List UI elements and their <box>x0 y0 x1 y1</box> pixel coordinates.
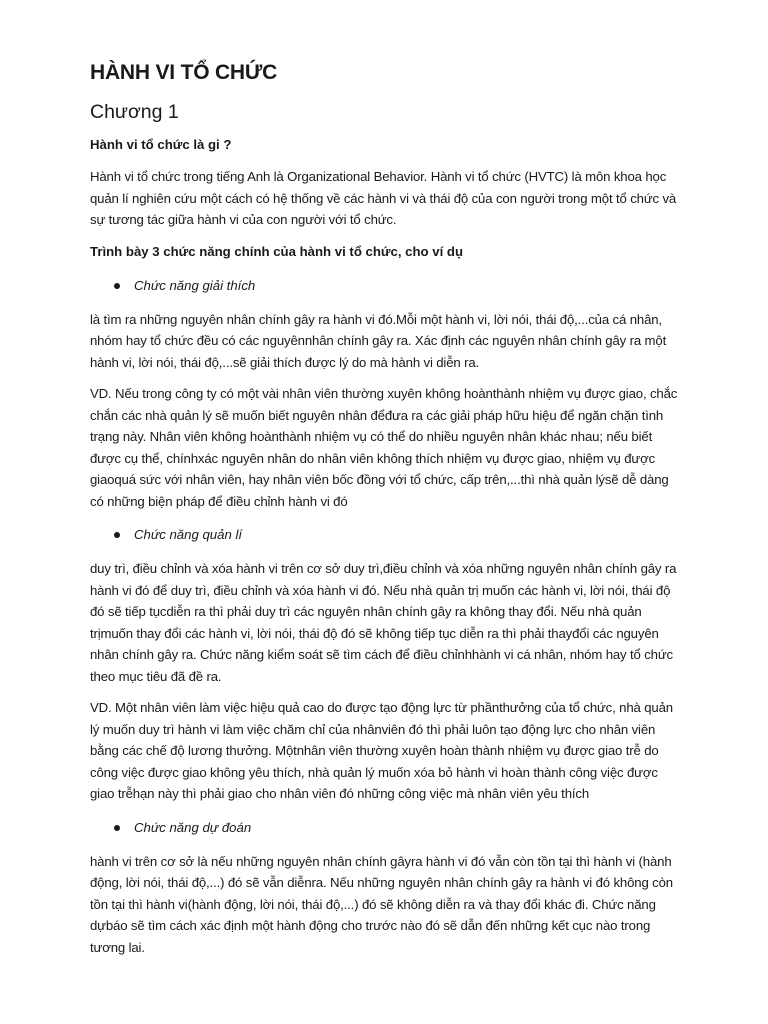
question-what-is: Hành vi tổ chức là gi ? <box>90 137 232 152</box>
chapter-heading: Chương 1 <box>90 101 179 123</box>
question-three-functions: Trình bày 3 chức năng chính của hành vi tổ chức, cho ví dụ <box>90 243 464 259</box>
bullet-label: Chức năng giải thích <box>134 277 256 293</box>
bullet-dot-icon <box>114 532 120 538</box>
predict-body: hành vi trên cơ sở là nếu những nguyên nhân chính gâyra hành vi đó vẫn còn tồn tại thì hành vi (hành động, lời nói, thái độ,...) đó sẽ vẫn diễnra. Nếu những nguyên nhân chính gây ra hành vi đó không còn tồn tại thì hành vi(hành động, lời nói, thái độ,...) đó sẽ không diễn ra và thay đổi khác đi. Chức năng dựbáo sẽ tìm cách xác định một hành động cho trước nào đó sẽ dẫn đến những kết cục nào trong tương lai. <box>90 853 673 955</box>
bullet-explain-function <box>114 275 680 297</box>
bullet-label: Chức năng dự đoán <box>134 819 252 835</box>
document-title: HÀNH VI TỔ CHỨC <box>90 61 278 84</box>
intro-paragraph: Hành vi tổ chức trong tiếng Anh là Organizational Behavior. Hành vi tổ chức (HVTC) là môn khoa học quản lí nghiên cứu một cách có hệ thống về các hành vi và thái độ của con người trong một tổ chức và sự tương tác giữa hành vi của con người với tổ chức. <box>90 169 677 227</box>
manage-example: VD. Một nhân viên làm việc hiệu quả cao do được tạo động lực từ phầnthưởng của tổ chức, nhà quản lý muốn duy trì hành vi làm việc chăm chỉ của nhânviên đó thì phải luôn tạo động lực cho nhân viên bằng các chế độ lương thưởng. Mộtnhân viên thường xuyên hoàn thành nhiệm vụ được giao trễ do công việc được giao không yêu thích, nhà quản lý muốn xóa bỏ hành vi hoàn thành công việc được giao trễhạn này thì phải giao cho nhân viên đó những công việc mà nhân viên yêu thích <box>90 700 673 801</box>
explain-body: là tìm ra những nguyên nhân chính gây ra hành vi đó.Mỗi một hành vi, lời nói, thái độ,...của cá nhân, nhóm hay tổ chức đều có các nguyênnhân chính gây ra. Xác định các nguyên nhân chính gây ra một hành vi, lời nói, thái độ,...sẽ giải thích được lý do mà hành vi diễn ra. <box>90 311 667 370</box>
bullet-dot-icon <box>114 283 120 289</box>
bullet-manage-function <box>114 524 680 546</box>
bullet-predict-function <box>114 817 680 839</box>
bullet-dot-icon <box>114 825 120 831</box>
manage-body: duy trì, điều chỉnh và xóa hành vi trên cơ sở duy trì,điều chỉnh và xóa những nguyên nhân chính gây ra hành vi đó để duy trì, điều chỉnh và xóa hành vi đó. Nếu nhà quản trị muốn các hành vi, lời nói, thái độ đó sẽ tiếp tụcdiễn ra thì phải duy trì các nguyên nhân chính gây ra không thay đổi. Nếu nhà quản trịmuốn thay đổi các hành vi, lời nói, thái độ đó sẽ không tiếp tục diễn ra thì phải thayđổi các nguyên nhân chính gây ra. Chức năng kiểm soát sẽ tìm cách để điều chỉnhhành vi cá nhân, nhóm hay tổ chức theo mục tiêu đã đề ra. <box>90 561 677 684</box>
document-page <box>90 56 680 958</box>
explain-example: VD. Nếu trong công ty có một vài nhân viên thường xuyên không hoànthành nhiệm vụ được giao, chắc chắn các nhà quản lý sẽ muốn biết nguyên nhân đểđưa ra các giải pháp hữu hiệu để ngăn chặn tình trạng này. Nhân viên không hoànthành nhiệm vụ có thể do nhiều nguyên nhân khác nhau; nếu biết được cụ thể, chínhxác nguyên nhân do nhân viên không thích nhiệm vụ được giao, nhiệm vụ được giaoquá sức với nhân viên, hay nhân viên bốc đồng với tổ chức, cấp trên,...thì nhà quản lýsẽ dễ dàng có những biện pháp để điều chỉnh hành vi đó <box>90 386 678 509</box>
bullet-label: Chức năng quản lí <box>134 527 243 542</box>
